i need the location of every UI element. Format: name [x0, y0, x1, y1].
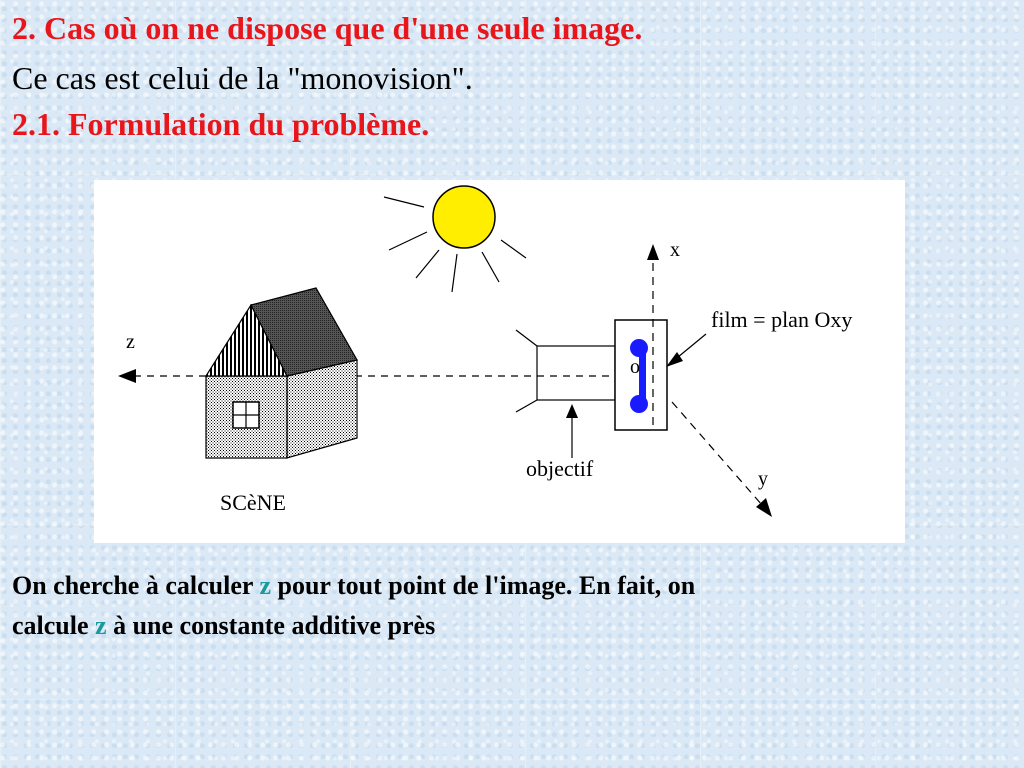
- lens-illustration: [516, 330, 615, 458]
- caption-variable-z-2: z: [95, 611, 107, 640]
- caption-part-1: On cherche à calculer: [12, 571, 260, 600]
- caption-part-3: calcule: [12, 611, 96, 640]
- lens-label: objectif: [526, 456, 594, 481]
- monovision-diagram: [94, 180, 905, 543]
- caption-text: [12, 566, 1012, 646]
- section-subtitle: Ce cas est celui de la "monovision".: [12, 60, 473, 96]
- y-axis-label: y: [758, 468, 768, 490]
- house-illustration: [206, 288, 357, 458]
- sun-illustration: [384, 186, 526, 292]
- camera-film-illustration: [615, 320, 667, 430]
- scene-label: SCèNE: [220, 490, 286, 515]
- film-plane-label: film = plan Oxy: [711, 307, 853, 332]
- origin-label: o: [630, 356, 640, 378]
- caption-variable-z: z: [259, 571, 271, 600]
- y-axis: [672, 402, 772, 517]
- x-axis-label: x: [670, 239, 680, 261]
- subsection-heading: 2.1. Formulation du problème.: [12, 106, 430, 142]
- section-heading: 2. Cas où on ne dispose que d'une seule image.: [12, 10, 643, 46]
- film-pointer-arrow: [666, 334, 706, 367]
- z-axis-label: z: [126, 331, 135, 353]
- caption-part-4: à une constante additive près: [106, 611, 436, 640]
- caption-part-2: pour tout point de l'image. En fait, on: [270, 571, 696, 600]
